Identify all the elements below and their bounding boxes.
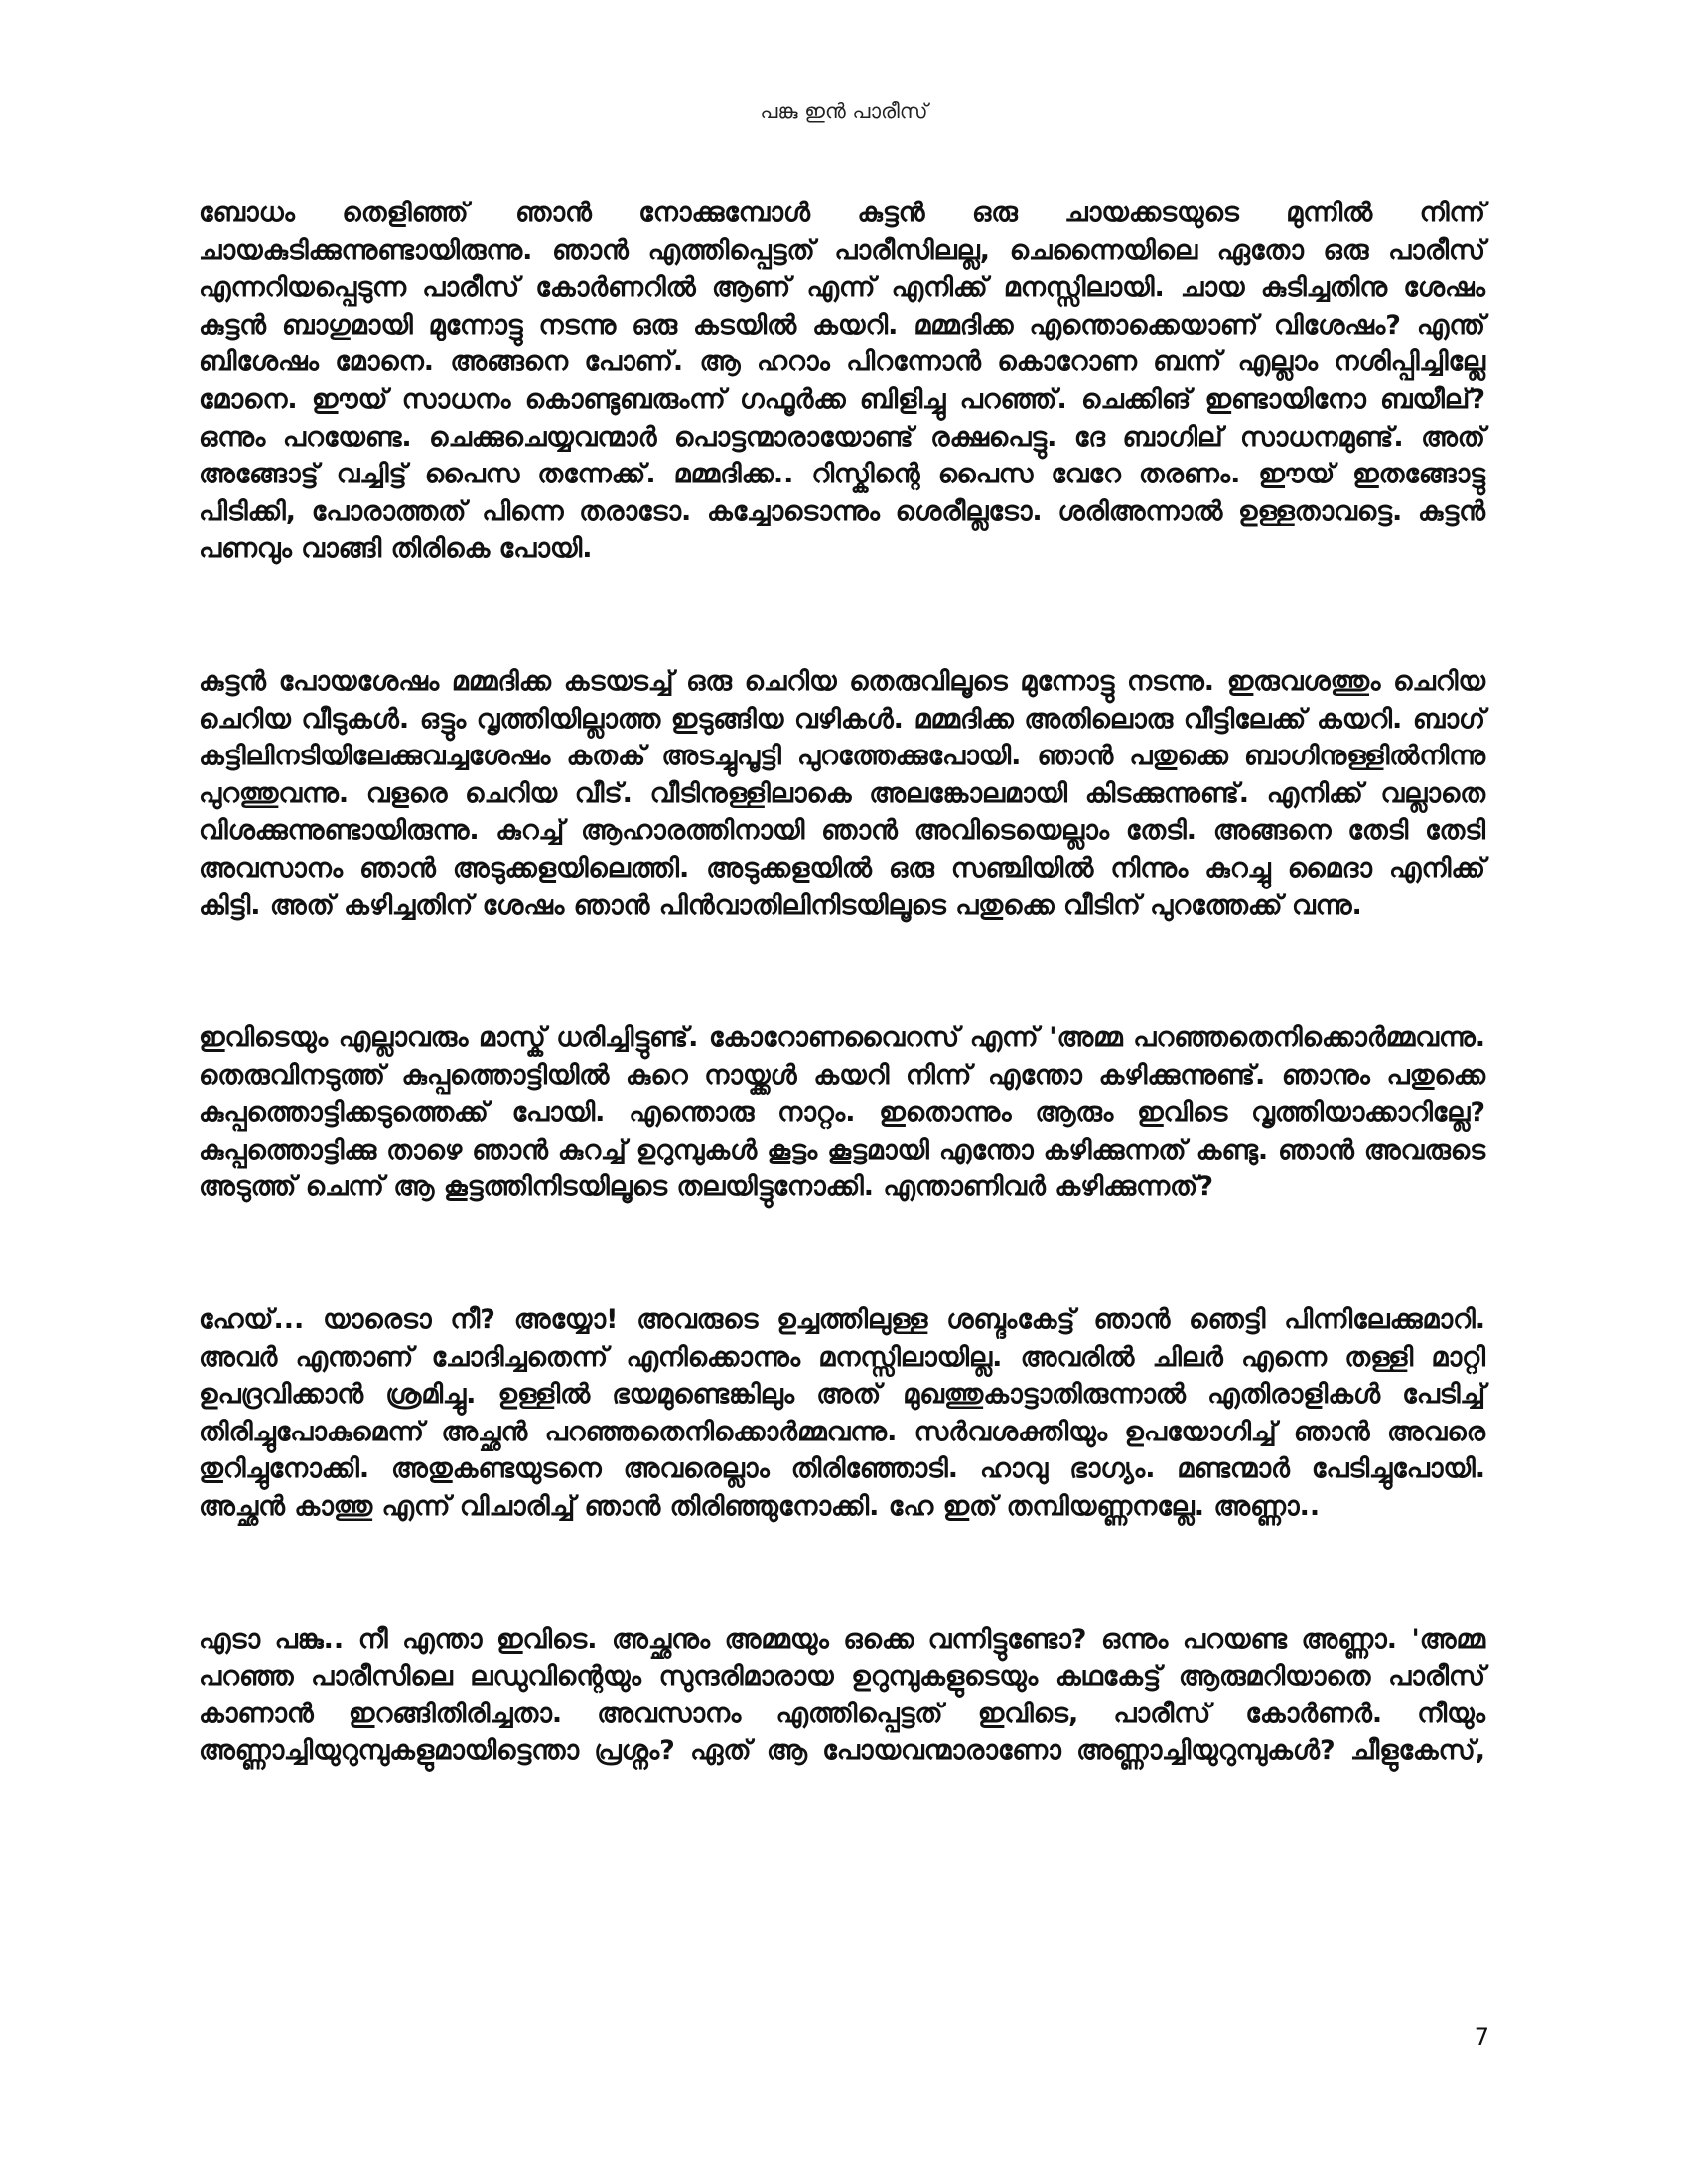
paragraph-5: എടാ പങ്കു.. നീ എന്താ ഇവിടെ. അച്ഛനും അമ്മയും ഒക്കെ വന്നിട്ടുണ്ടോ? ഒന്നും പറയണ്ട അണ്ണാ. 'അമ്മ പറഞ്ഞ പാരീസിലെ ലഡുവിന്റെയും സുന്ദരിമാരായ ഉറുമ്പുകളുടെയും കഥകേട്ട് ആരുമറിയാതെ പാരീസ് കാണാൻ ഇറങ്ങിതിരിച്ചതാ. അവസാനം എത്തിപ്പെട്ടത് ഇവിടെ, പാരീസ് കോർണർ. നീയും അണ്ണാച്ചിയുറുമ്പുകളുമായിട്ടെന്താ പ്രശ്നം? ഏത് ആ പോയവന്മാരാണോ അണ്ണാച്ചിയുറുമ്പുകൾ? ചീളുകേസ്, — [199, 1623, 1485, 1767]
body-text — [199, 195, 1485, 1770]
paragraph-4: ഹേയ്... യാരെടാ നീ? അയ്യോ! അവരുടെ ഉച്ചത്തിലുള്ള ശബ്ദംകേട്ട് ഞാൻ ഞെട്ടി പിന്നിലേക്കുമാറി. അവർ എന്താണ് ചോദിച്ചതെന്ന് എനിക്കൊന്നും മനസ്സിലായില്ല. അവരിൽ ചിലർ എന്നെ തള്ളി മാറ്റി ഉപദ്രവിക്കാൻ ശ്രമിച്ചു. ഉള്ളിൽ ഭയമുണ്ടെങ്കിലും അത് മുഖത്തുകാട്ടാതിരുന്നാൽ എതിരാളികൾ പേടിച്ച് തിരിച്ചുപോകുമെന്ന് അച്ഛൻ പറഞ്ഞതെനിക്കൊർമ്മവന്നു. സർവശക്തിയും ഉപയോഗിച്ച് ഞാൻ അവരെ തുറിച്ചുനോക്കി. അതുകണ്ടയുടനെ അവരെല്ലാം തിരിഞ്ഞോടി. ഹാവു ഭാഗ്യം. മണ്ടന്മാർ പേടിച്ചുപോയി. അച്ഛൻ കാത്തു എന്ന് വിചാരിച്ച് ഞാൻ തിരിഞ്ഞുനോക്കി. ഹേ ഇത് തമ്പിയണ്ണനല്ലേ. അണ്ണാ.. — [199, 1304, 1485, 1523]
paragraph-3: ഇവിടെയും എല്ലാവരും മാസ്ക് ധരിച്ചിട്ടുണ്ട്. കോറോണവൈറസ് എന്ന് 'അമ്മ പറഞ്ഞതെനിക്കൊർമ്മവന്നു. തെരുവിനടുത്ത് കുപ്പത്തൊട്ടിയിൽ കുറെ നായ്ക്കൾ കയറി നിന്ന് എന്തോ കഴിക്കുന്നുണ്ട്. ഞാനും പതുക്കെ കുപ്പത്തൊട്ടിക്കടുത്തെക്ക് പോയി. എന്തൊരു നാറ്റം. ഇതൊന്നും ആരും ഇവിടെ വൃത്തിയാക്കാറില്ലേ? കുപ്പത്തൊട്ടിക്കു താഴെ ഞാൻ കുറച്ച് ഉറുമ്പുകൾ കൂട്ടം കൂട്ടമായി എന്തോ കഴിക്കുന്നത് കണ്ടു. ഞാൻ അവരുടെ അടുത്ത് ചെന്ന് ആ കൂട്ടത്തിനിടയിലൂടെ തലയിട്ടുനോക്കി. എന്താണിവർ കഴിക്കുന്നത്? — [199, 1023, 1485, 1203]
paragraph-1: ബോധം തെളിഞ്ഞ് ഞാൻ നോക്കുമ്പോൾ കുട്ടൻ ഒരു ചായക്കടയുടെ മുന്നിൽ നിന്ന് ചായകുടിക്കുന്നുണ്ടായിരുന്നു. ഞാൻ എത്തിപ്പെട്ടത് പാരീസിലല്ല, ചെന്നൈയിലെ ഏതോ ഒരു പാരീസ് എന്നറിയപ്പെടുന്ന പാരീസ് കോർണറിൽ ആണ് എന്ന് എനിക്ക് മനസ്സിലായി. ചായ കുടിച്ചതിനു ശേഷം കുട്ടൻ ബാഗുമായി മുന്നോട്ടു നടന്നു ഒരു കടയിൽ കയറി. മമ്മദിക്ക എന്തൊക്കെയാണ് വിശേഷം? എന്ത് ബിശേഷം മോനെ. അങ്ങനെ പോണ്. ആ ഹറാം പിറന്നോൻ കൊറോണ ബന്ന് എല്ലാം നശിപ്പിച്ചില്ലേ മോനെ. ഈയ് സാധനം കൊണ്ടുബരുംന്ന് ഗഫൂർക്ക ബിളിച്ചു പറഞ്ഞ്. ചെക്കിങ് ഇണ്ടായിനോ ബയീല്? ഒന്നും പറയേണ്ട. ചെക്കുചെയ്യവന്മാർ പൊട്ടന്മാരായോണ്ട് രക്ഷപെട്ടു. ദേ ബാഗില് സാധനമുണ്ട്. അത് അങ്ങോട്ട് വച്ചിട്ട് പൈസ തന്നേക്ക്. മമ്മദിക്ക.. റിസ്കിന്റെ പൈസ വേറേ തരണം. ഈയ് ഇതങ്ങോട്ടു പിടിക്കി, പോരാത്തത് പിന്നെ തരാടോ. കച്ചോടൊന്നും ശെരീല്ലടോ. ശരിഅന്നാൽ ഉള്ളതാവട്ടെ. കുട്ടൻ പണവും വാങ്ങി തിരികെ പോയി. — [199, 198, 1485, 565]
paragraph-2: കുട്ടൻ പോയശേഷം മമ്മദിക്ക കടയടച്ച് ഒരു ചെറിയ തെരുവിലൂടെ മുന്നോട്ടു നടന്നു. ഇരുവശത്തും ചെറിയ ചെറിയ വീടുകൾ. ഒട്ടും വൃത്തിയില്ലാത്ത ഇടുങ്ങിയ വഴികൾ. മമ്മദിക്ക അതിലൊരു വീട്ടിലേക്ക് കയറി. ബാഗ് കട്ടിലിനടിയിലേക്കുവച്ചശേഷം കതക് അടച്ചുപൂട്ടി പുറത്തേക്കുപോയി. ഞാൻ പതുക്കെ ബാഗിനുള്ളിൽനിന്നു പുറത്തുവന്നു. വളരെ ചെറിയ വീട്. വീടിനുള്ളിലാകെ അലങ്കോലമായി കിടക്കുന്നുണ്ട്. എനിക്ക് വല്ലാതെ വിശക്കുന്നുണ്ടായിരുന്നു. കുറച്ച് ആഹാരത്തിനായി ഞാൻ അവിടെയെല്ലാം തേടി. അങ്ങനെ തേടി തേടി അവസാനം ഞാൻ അടുക്കളയിലെത്തി. അടുക്കളയിൽ ഒരു സഞ്ചിയിൽ നിന്നും കുറച്ചു മൈദാ എനിക്ക് കിട്ടി. അത് കഴിച്ചതിന് ശേഷം ഞാൻ പിൻവാതിലിനിടയിലൂടെ പതുക്കെ വീടിന് പുറത്തേക്ക് വന്നു. — [199, 665, 1485, 921]
running-header: പങ്കു ഇൻ പാരീസ് — [760, 99, 928, 123]
page-number: 7 — [1474, 2023, 1489, 2051]
